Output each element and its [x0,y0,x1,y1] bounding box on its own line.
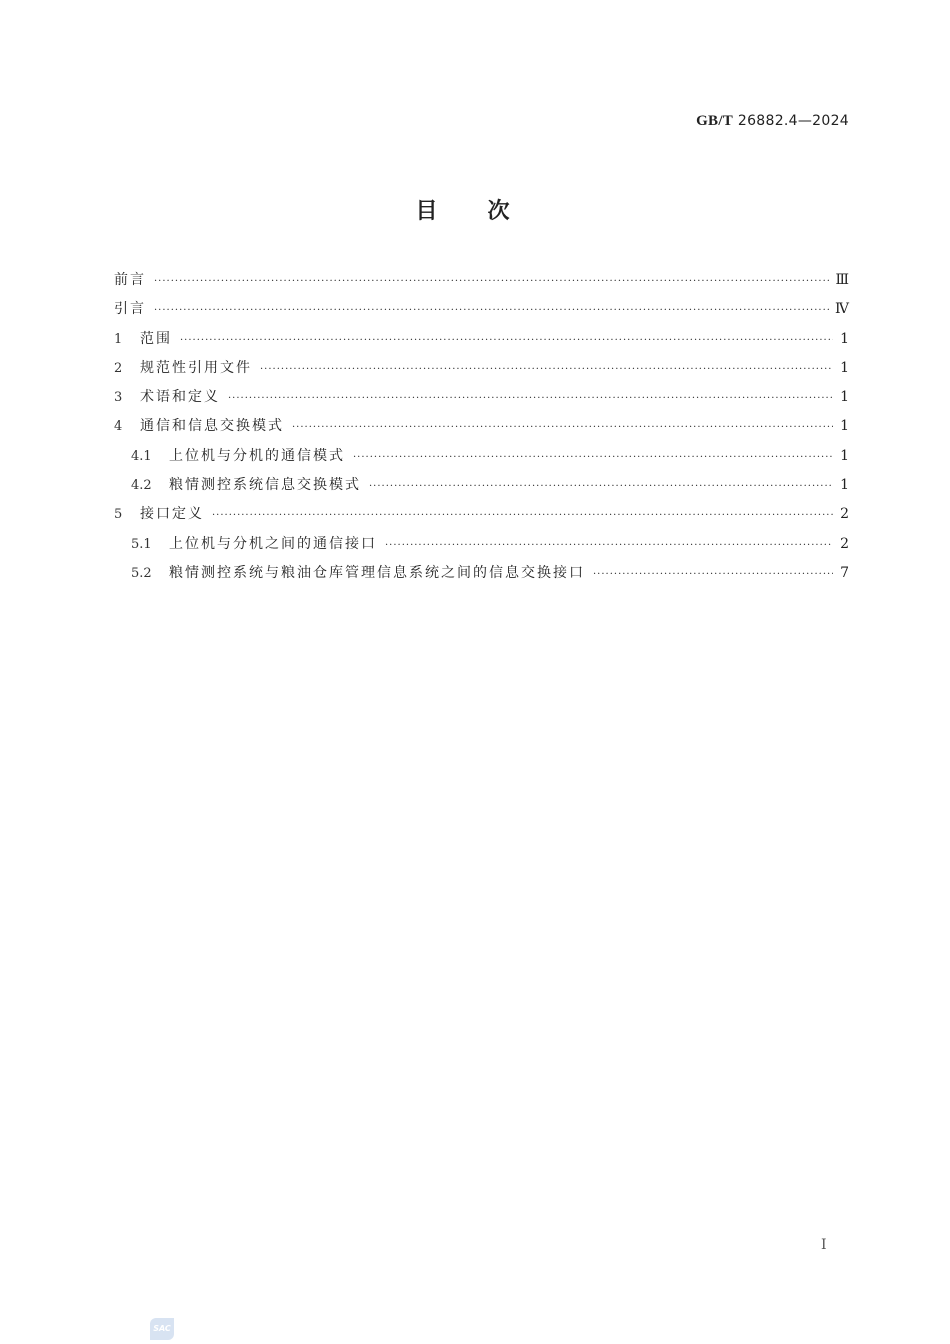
toc-entry-label: 粮情测控系统信息交换模式 [169,477,361,494]
toc-entry-number: 5.2 [131,565,152,581]
toc-entry-page: Ⅳ [835,301,849,318]
toc-leader-dots [180,335,833,346]
toc-entry-5-1[interactable] [114,533,849,562]
toc-leader-dots [154,305,829,316]
toc-entry-number: 4.1 [131,448,152,464]
toc-entry-5[interactable] [114,503,849,532]
sac-logo-icon: SAC [150,1318,174,1340]
toc-leader-dots [593,569,833,580]
toc-entry-page: 1 [840,447,849,464]
toc-entry-label: 接口定义 [140,506,204,523]
toc-entry-page: 1 [840,477,849,494]
toc-entry-label: 范围 [140,330,172,347]
toc-entry-number: 5 [114,507,123,523]
standard-number [696,113,849,130]
toc-leader-dots [369,481,833,492]
toc-entry-label: 上位机与分机的通信模式 [169,447,345,464]
toc-entry-page: 1 [840,330,849,347]
toc-entry-5-2[interactable] [114,562,849,591]
toc-entry-page: 1 [840,389,849,406]
toc-entry-number: 3 [114,390,123,406]
toc-entry-4-1[interactable] [114,445,849,474]
toc-entry-number: 4.2 [131,478,152,494]
table-of-contents [114,269,849,591]
toc-entry-4[interactable] [114,415,849,444]
toc-entry-4-2[interactable] [114,474,849,503]
page-number: I [821,1237,827,1253]
toc-entry-1[interactable] [114,328,849,357]
toc-entry-introduction[interactable] [114,298,849,327]
toc-entry-page: Ⅲ [835,272,849,288]
toc-entry-2[interactable] [114,357,849,386]
toc-entry-number: 5.1 [131,536,152,552]
toc-entry-number: 1 [114,331,123,347]
toc-entry-label: 粮情测控系统与粮油仓库管理信息系统之间的信息交换接口 [169,564,585,581]
toc-leader-dots [353,452,833,463]
standard-code: 26882.4—2024 [737,113,849,129]
toc-leader-dots [228,393,833,404]
page-title: 目次 [415,199,560,224]
toc-entry-page: 1 [840,418,849,435]
toc-entry-page: 1 [840,359,849,376]
toc-entry-label: 前言 [114,272,146,288]
toc-entry-page: 2 [840,506,849,523]
toc-entry-number: 4 [114,419,123,435]
toc-entry-page: 2 [840,535,849,552]
toc-entry-label: 术语和定义 [140,389,220,406]
toc-entry-label: 上位机与分机之间的通信接口 [169,535,377,552]
toc-entry-3[interactable] [114,386,849,415]
toc-leader-dots [154,276,829,287]
toc-leader-dots [260,364,833,375]
toc-entry-label: 规范性引用文件 [140,359,252,376]
toc-entry-page: 7 [840,564,849,581]
toc-entry-label: 引言 [114,301,146,318]
toc-leader-dots [212,510,833,521]
toc-entry-foreword[interactable] [114,269,849,298]
toc-entry-label: 通信和信息交换模式 [140,418,284,435]
toc-entry-number: 2 [114,360,123,376]
toc-leader-dots [385,540,833,551]
toc-leader-dots [292,422,833,433]
standard-prefix: GB/T [696,113,734,129]
